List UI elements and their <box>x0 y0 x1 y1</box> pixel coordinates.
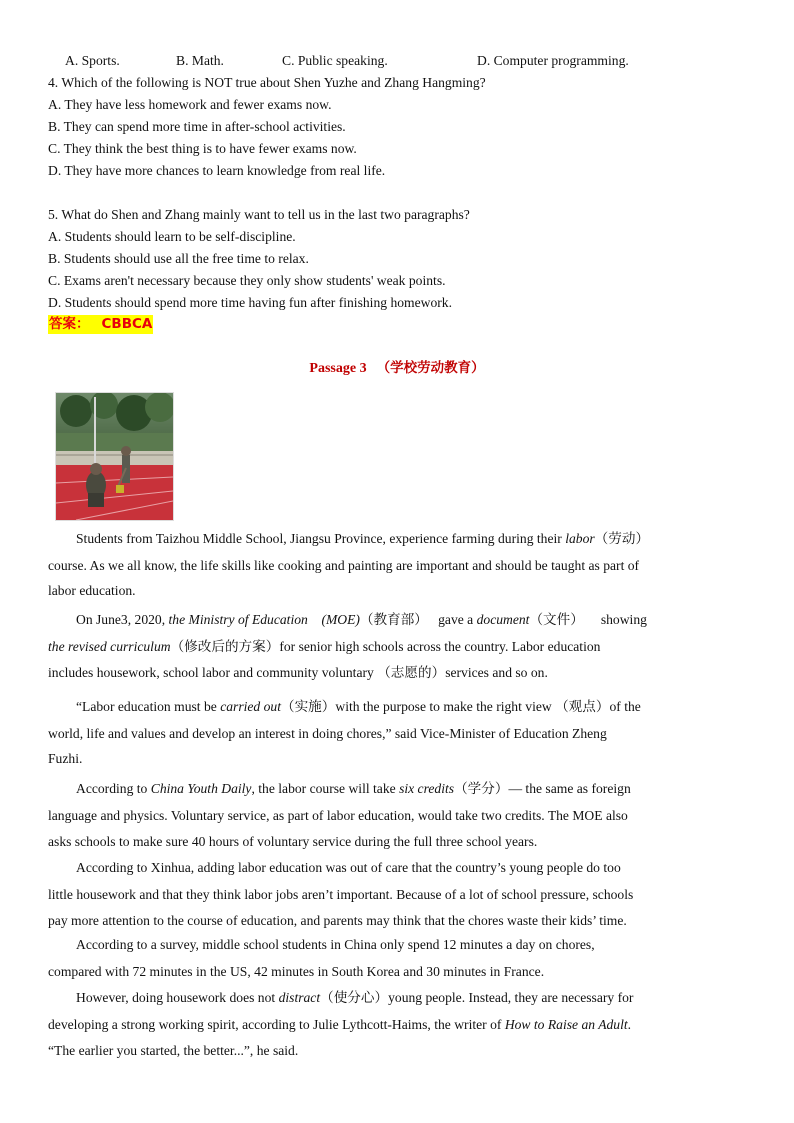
paragraph-7-line-2 <box>48 1012 745 1039</box>
paragraph-1-line-3: labor education. <box>48 583 136 598</box>
paragraph-4-line-2: language and physics. Voluntary service, as part of labor education, would take two credits. The MOE also <box>48 807 628 823</box>
paragraph-3-line-3: Fuzhi. <box>48 751 83 766</box>
students-farming-photo <box>55 392 174 521</box>
text: for senior high schools across the country. Labor education <box>279 638 601 654</box>
q5-option-a: A. Students should learn to be self-discipline. <box>48 229 296 244</box>
passage-title-en: Passage 3 <box>309 361 367 376</box>
text: , the labor course will take <box>251 781 400 796</box>
q4-option-a: A. They have less homework and fewer exams now. <box>48 97 332 112</box>
paragraph-5-line-1: According to Xinhua, adding labor education was out of care that the country’s young people do too <box>76 860 621 875</box>
text: showing <box>600 612 647 627</box>
q4-option-b: B. They can spend more time in after-school activities. <box>48 119 346 134</box>
text: Students from Taizhou Middle School, Jiangsu Province, experience farming during their <box>76 531 566 546</box>
text: includes housework, school labor and community voluntary <box>48 665 378 680</box>
photo-illustration <box>56 393 173 520</box>
paragraph-4-line-3: asks schools to make sure 40 hours of voluntary service during the full three school years. <box>48 834 538 849</box>
term-moe: the Ministry of Education <box>168 612 308 627</box>
q3-option-c: C. Public speaking. <box>282 53 388 68</box>
passage-title-cn: （学校劳动教育） <box>376 360 485 376</box>
q5-option-c: C. Exams aren't necessary because they only show students' weak points. <box>48 273 446 288</box>
term-distract: distract <box>278 990 321 1005</box>
gloss-moe: （教育部） <box>359 612 428 628</box>
gloss-credits: （学分） <box>454 781 509 797</box>
q4-stem: 4. Which of the following is NOT true about Shen Yuzhe and Zhang Hangming? <box>48 75 486 90</box>
paragraph-1-line-2: course. As we all know, the life skills like cooking and painting are important and should be taught as part of <box>48 557 640 573</box>
gloss-revised-curriculum: （修改后的方案） <box>170 638 280 655</box>
paragraph-5-line-3: pay more attention to the course of education, and parents may think that the chores waste their kids’ time. <box>48 913 627 928</box>
text: young people. Instead, they are necessary for <box>388 990 634 1005</box>
answer-label: 答案： <box>49 316 90 332</box>
paragraph-3-line-2: world, life and values and develop an interest in doing chores,” said Vice-Minister of Education Zheng <box>48 725 607 741</box>
term-moe-abbr: (MOE) <box>321 612 360 627</box>
term-six-credits: six credits <box>399 781 455 796</box>
text: . <box>627 1016 632 1032</box>
q3-option-b: B. Math. <box>176 53 224 68</box>
answer-value: CBBCA <box>101 316 153 332</box>
text: However, doing housework does not <box>76 990 279 1005</box>
text: with the purpose to make the right view <box>335 699 556 714</box>
paragraph-2-line-2 <box>48 634 745 661</box>
paragraph-7-line-1 <box>48 985 745 1012</box>
gloss-view: （观点） <box>555 699 610 715</box>
term-document: document <box>476 612 530 627</box>
term-labor: labor <box>565 531 595 546</box>
term-book-title: How to Raise an Adult <box>504 1016 628 1032</box>
gloss-document: （文件） <box>529 612 584 628</box>
gloss-distract: （使分心） <box>320 990 389 1006</box>
term-china-youth-daily: China Youth Daily <box>150 781 252 796</box>
q4-option-d: D. They have more chances to learn knowledge from real life. <box>48 163 386 178</box>
answer-key <box>48 315 153 334</box>
q5-option-d: D. Students should spend more time having fun after finishing homework. <box>48 295 452 310</box>
text: services and so on. <box>445 665 548 680</box>
paragraph-5 <box>48 855 745 935</box>
paragraph-3 <box>48 694 745 771</box>
paragraph-1-line-1 <box>48 526 745 553</box>
paragraph-4-line-1 <box>48 776 745 803</box>
gloss-labor: （劳动） <box>594 531 650 547</box>
term-carried-out: carried out <box>220 699 281 714</box>
paragraph-4 <box>48 776 745 856</box>
q3-options <box>0 52 794 70</box>
paragraph-7 <box>48 985 745 1065</box>
paragraph-2 <box>48 607 745 687</box>
paragraph-2-line-1 <box>48 607 745 634</box>
q3-option-a: A. Sports. <box>65 53 120 68</box>
paragraph-3-line-1 <box>48 694 745 721</box>
text: On June3, 2020, <box>76 612 169 627</box>
passage-title <box>0 358 794 379</box>
text: “Labor education must be <box>76 699 221 714</box>
q3-option-d: D. Computer programming. <box>477 53 629 68</box>
paragraph-6 <box>48 932 745 985</box>
paragraph-6-line-1: According to a survey, middle school students in China only spend 12 minutes a day on chores, <box>76 937 595 952</box>
text: developing a strong working spirit, according to Julie Lythcott-Haims, the writer of <box>48 1016 505 1032</box>
text: — the same as foreign <box>508 781 631 796</box>
text: gave a <box>438 612 477 627</box>
gloss-voluntary: （志愿的） <box>377 665 446 681</box>
paragraph-5-line-2: little housework and that they think labor jobs aren’t important. Because of a lot of school pressure, schools <box>48 886 634 902</box>
paragraph-6-line-2: compared with 72 minutes in the US, 42 minutes in South Korea and 30 minutes in France. <box>48 963 545 979</box>
gloss-carried-out: （实施） <box>281 699 336 715</box>
text: of the <box>609 699 641 714</box>
paragraph-1 <box>48 526 745 603</box>
q4-option-c: C. They think the best thing is to have fewer exams now. <box>48 141 357 156</box>
paragraph-2-line-3 <box>48 660 745 687</box>
paragraph-7-line-3: “The earlier you started, the better...”, he said. <box>48 1043 299 1058</box>
term-revised-curriculum: the revised curriculum <box>48 638 171 654</box>
q5-stem: 5. What do Shen and Zhang mainly want to tell us in the last two paragraphs? <box>48 207 470 222</box>
text: According to <box>76 781 151 796</box>
q5-option-b: B. Students should use all the free time to relax. <box>48 251 309 266</box>
